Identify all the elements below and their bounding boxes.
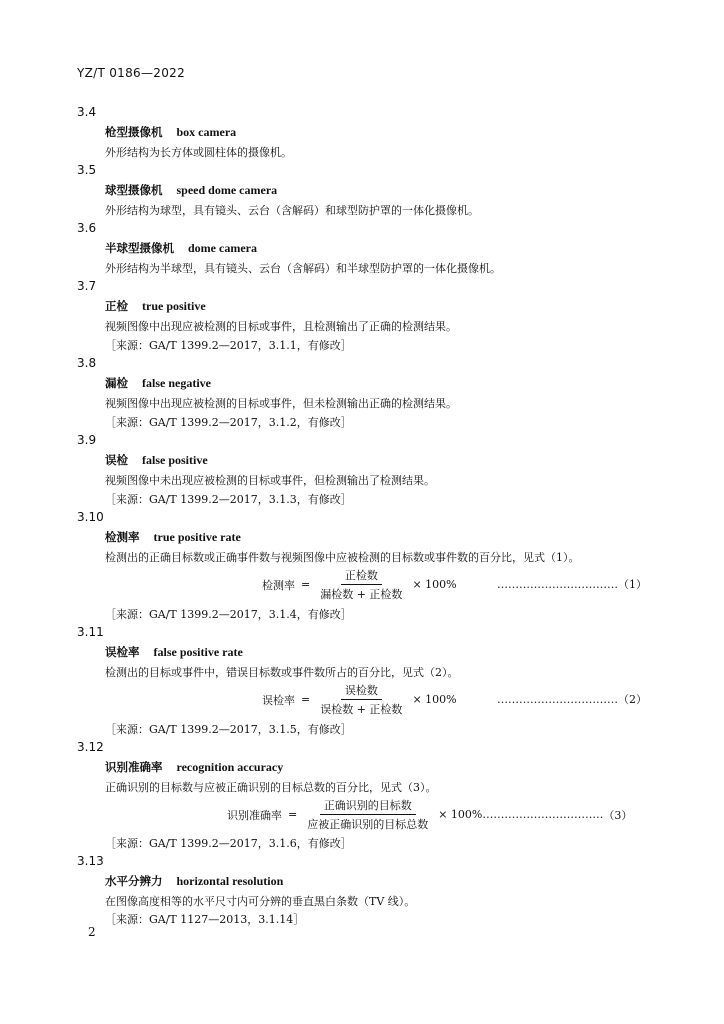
definition-text: 视频图像中出现应被检测的目标或事件，且检测输出了正确的检测结果。: [105, 320, 457, 333]
clause-number: 3.13: [77, 854, 104, 868]
clause-number: 3.7: [77, 279, 97, 293]
source-note: ［来源：GA/T 1127—2013，3.1.14］: [105, 913, 305, 926]
equation-label: （2）: [618, 693, 647, 706]
clause-number: 3.12: [77, 740, 104, 754]
term-en: false positive rate: [153, 645, 243, 659]
clause-number: 3.6: [77, 221, 97, 235]
page-number: 2: [88, 925, 96, 939]
term-en: false negative: [142, 376, 211, 390]
formula-numerator: 正确识别的目标数: [320, 797, 416, 815]
source-note: ［来源：GA/T 1399.2—2017，3.1.1，有修改］: [105, 339, 352, 352]
term-title: [105, 452, 208, 468]
term-en: false positive: [142, 453, 208, 467]
term-title: [105, 240, 257, 256]
formula-denominator: 误检数 + 正检数: [320, 703, 403, 716]
equation-number: [497, 576, 647, 592]
term-zh: 识别准确率: [105, 760, 163, 774]
leader-dots: ……………………………: [482, 808, 604, 821]
term-en: dome camera: [188, 241, 257, 255]
definition-text: 在图像高度相等的水平尺寸内可分辨的垂直黑白条数（TV 线）。: [105, 895, 416, 908]
formula-times: × 100%: [412, 693, 457, 706]
formula-fraction: [316, 567, 406, 602]
definition-text: 外形结构为半球型，具有镜头、云台（含解码）和半球型防护罩的一体化摄像机。: [105, 262, 501, 275]
term-en: box camera: [176, 125, 237, 139]
term-title: [105, 182, 277, 198]
clause-number: 3.10: [77, 510, 104, 524]
leader-dots: ……………………………: [497, 578, 618, 591]
clause-number: 3.5: [77, 163, 97, 177]
term-zh: 误检: [105, 453, 128, 467]
term-zh: 水平分辨力: [105, 874, 163, 888]
formula-fraction: [303, 797, 432, 832]
formula-denominator: 漏检数 + 正检数: [320, 588, 403, 601]
definition-text: 视频图像中出现应被检测的目标或事件，但未检测输出正确的检测结果。: [105, 397, 457, 410]
formula-fraction: [316, 682, 406, 717]
term-en: horizontal resolution: [176, 874, 284, 888]
term-title: [105, 124, 236, 140]
formula-3: [227, 797, 632, 832]
source-note: ［来源：GA/T 1399.2—2017，3.1.6，有修改］: [105, 837, 352, 850]
term-en: true positive: [142, 299, 206, 313]
term-title: [105, 644, 243, 660]
source-note: ［来源：GA/T 1399.2—2017，3.1.2，有修改］: [105, 416, 352, 429]
formula-numerator: 正检数: [341, 567, 382, 585]
equation-number: [497, 691, 647, 707]
term-en: speed dome camera: [176, 183, 278, 197]
term-zh: 误检率: [105, 645, 140, 659]
source-note: ［来源：GA/T 1399.2—2017，3.1.4，有修改］: [105, 608, 352, 621]
formula-equals: =: [301, 693, 311, 706]
equation-label: （3）: [603, 808, 633, 822]
term-title: [105, 375, 211, 391]
definition-text: 外形结构为球型，具有镜头、云台（含解码）和球型防护罩的一体化摄像机。: [105, 204, 479, 217]
source-note: ［来源：GA/T 1399.2—2017，3.1.5，有修改］: [105, 723, 352, 736]
term-zh: 枪型摄像机: [105, 125, 163, 139]
formula-lhs: 误检率: [262, 693, 295, 707]
clause-number: 3.4: [77, 105, 97, 119]
term-zh: 漏检: [105, 376, 128, 390]
clause-number: 3.11: [77, 625, 104, 639]
formula-lhs: 检测率: [262, 578, 295, 592]
clause-number: 3.8: [77, 356, 97, 370]
term-title: [105, 298, 206, 314]
term-title: [105, 529, 241, 545]
formula-equals: =: [301, 578, 311, 591]
definition-text: 视频图像中未出现应被检测的目标或事件，但检测输出了检测结果。: [105, 474, 435, 487]
formula-times: × 100%: [438, 808, 483, 821]
definition-text: 正确识别的目标数与应被正确识别的目标总数的百分比，见式（3）。: [105, 781, 437, 794]
term-en: recognition accuracy: [176, 760, 284, 774]
formula-1: [262, 567, 457, 602]
formula-2: [262, 682, 457, 717]
document-header: YZ/T 0186—2022: [77, 66, 186, 80]
term-zh: 半球型摄像机: [105, 241, 174, 255]
definition-text: 检测出的目标或事件中，错误目标数或事件数所占的百分比，见式（2）。: [105, 666, 459, 679]
formula-times: × 100%: [412, 578, 457, 591]
formula-equals: =: [288, 808, 298, 821]
source-note: ［来源：GA/T 1399.2—2017，3.1.3，有修改］: [105, 493, 352, 506]
term-en: true positive rate: [153, 530, 241, 544]
definition-text: 外形结构为长方体或圆柱体的摄像机。: [105, 146, 292, 159]
term-zh: 检测率: [105, 530, 140, 544]
term-title: [105, 873, 283, 889]
formula-lhs: 识别准确率: [227, 808, 282, 822]
formula-numerator: 误检数: [341, 682, 382, 700]
leader-dots: ……………………………: [497, 693, 618, 706]
term-title: [105, 759, 283, 775]
term-zh: 正检: [105, 299, 128, 313]
definition-text: 检测出的正确目标数或正确事件数与视频图像中应被检测的目标数或事件数的百分比，见式（1）。: [105, 551, 580, 564]
formula-denominator: 应被正确识别的目标总数: [307, 818, 429, 831]
clause-number: 3.9: [77, 433, 97, 447]
equation-label: （1）: [618, 578, 647, 591]
term-zh: 球型摄像机: [105, 183, 163, 197]
